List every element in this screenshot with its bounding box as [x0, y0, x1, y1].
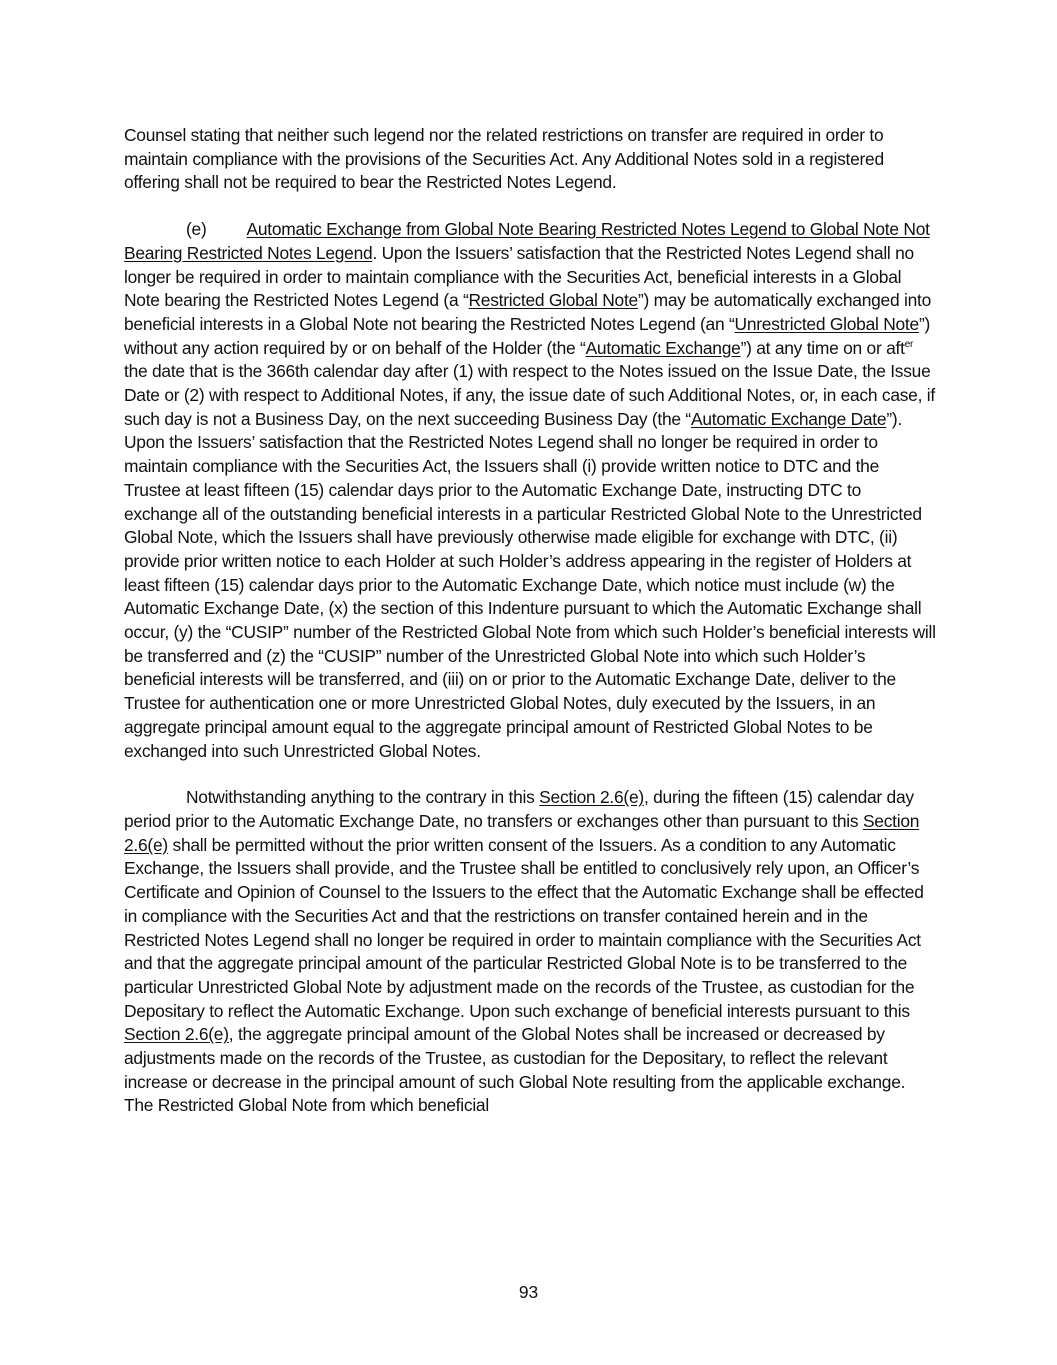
section-reference-link[interactable]: Section 2.6(e)	[539, 787, 644, 808]
section-e-heading: Automatic Exchange from Global Note Bearing Restricted Notes Legend to Global Note Not Bearing Restricted Notes Legend	[124, 219, 930, 263]
notwithstanding-paragraph	[124, 786, 936, 1118]
superscript-text: er	[904, 338, 914, 350]
defined-term-automatic-exchange: Automatic Exchange	[585, 337, 741, 358]
text-run: Notwithstanding anything to the contrary in this	[186, 787, 540, 808]
section-e-paragraph	[124, 218, 936, 763]
text-run: the date that is the 366th calendar day after (1) with respect to the Notes issued on the Issue Date, the Issue Date or (2) with respect to Additional Notes, if any, the issue date of such Additional Notes, or, in each case, if such day is not a Business Day, on the next succeeding Business Day (the “	[124, 361, 935, 429]
text-run: , during the fifteen (15) calendar day period prior to the Automatic Exchange Date, no transfers or exchanges other than pursuant to this	[124, 787, 914, 831]
document-page-body	[124, 124, 936, 1118]
text-run: , the aggregate principal amount of the Global Notes shall be increased or decreased by adjustments made on the records of the Trustee, as custodian for the Depositary, to reflect the relevant increase or decrease in the principal amount of such Global Note resulting from the applicable exchange. The Restricted Global Note from which beneficial	[124, 1024, 906, 1116]
text-run: ”) at any time on or aft	[740, 337, 905, 358]
text-run: ”) may be automatically exchanged into beneficial interests in a Global Note not bearing the Restricted Notes Legend (an “	[124, 290, 932, 334]
page-number: 93	[518, 1282, 539, 1302]
section-reference-link[interactable]: Section 2.6(e)	[124, 810, 920, 855]
section-e-label: (e)	[186, 219, 207, 240]
defined-term-automatic-exchange-date: Automatic Exchange Date	[690, 408, 887, 429]
defined-term-unrestricted-global-note: Unrestricted Global Note	[734, 313, 919, 334]
text-run: ”) without any action required by or on behalf of the Holder (the “	[124, 313, 931, 358]
section-reference-link[interactable]: Section 2.6(e)	[124, 1024, 229, 1045]
text-run: shall be permitted without the prior written consent of the Issuers. As a condition to any Automatic Exchange, the Issuers shall provide, and the Trustee shall be entitled to conclusively rely upon, an Officer’s Certificate and Opinion of Counsel to the Issuers to the effect that the Automatic Exchange shall be effected in compliance with the Securities Act and that the restrictions on transfer contained herein and in the Restricted Notes Legend shall no longer be required in order to maintain compliance with the Securities Act and that the aggregate principal amount of the particular Restricted Global Note is to be transferred to the particular Unrestricted Global Note by adjustment made on the records of the Trustee, as custodian for the Depositary to reflect the Automatic Exchange. Upon such exchange of beneficial interests pursuant to this	[124, 834, 924, 1021]
continued-paragraph: Counsel stating that neither such legend nor the related restrictions on transfer are required in order to maintain compliance with the provisions of the Securities Act. Any Additional Notes sold in a registered offering shall not be required to bear the Restricted Notes Legend.	[124, 125, 884, 193]
text-run: ”). Upon the Issuers’ satisfaction that the Restricted Notes Legend shall no longer be required in order to maintain compliance with the Securities Act, the Issuers shall (i) provide written notice to DTC and the Trustee at least fifteen (15) calendar days prior to the Automatic Exchange Date, instructing DTC to exchange all of the outstanding beneficial interests in a particular Restricted Global Note to the Unrestricted Global Note, which the Issuers shall have previously otherwise made eligible for exchange with DTC, (ii) provide prior written notice to each Holder at such Holder’s address appearing in the register of Holders at least fifteen (15) calendar days prior to the Automatic Exchange Date, which notice must include (w) the Automatic Exchange Date, (x) the section of this Indenture pursuant to which the Automatic Exchange shall occur, (y) the “CUSIP” number of the Restricted Global Note from which such Holder’s beneficial interests will be transferred and (z) the “CUSIP” number of the Unrestricted Global Note into which such Holder’s beneficial interests will be transferred, and (iii) on or prior to the Automatic Exchange Date, deliver to the Trustee for authentication one or more Unrestricted Global Notes, duly executed by the Issuers, in an aggregate principal amount equal to the aggregate principal amount of Restricted Global Notes to be exchanged into such Unrestricted Global Notes.	[124, 408, 936, 761]
defined-term-restricted-global-note: Restricted Global Note	[468, 290, 638, 311]
text-run: . Upon the Issuers’ satisfaction that the Restricted Notes Legend shall no longer be required in order to maintain compliance with the Securities Act, beneficial interests in a Global Note bearing the Restricted Notes Legend (a “	[124, 242, 914, 311]
